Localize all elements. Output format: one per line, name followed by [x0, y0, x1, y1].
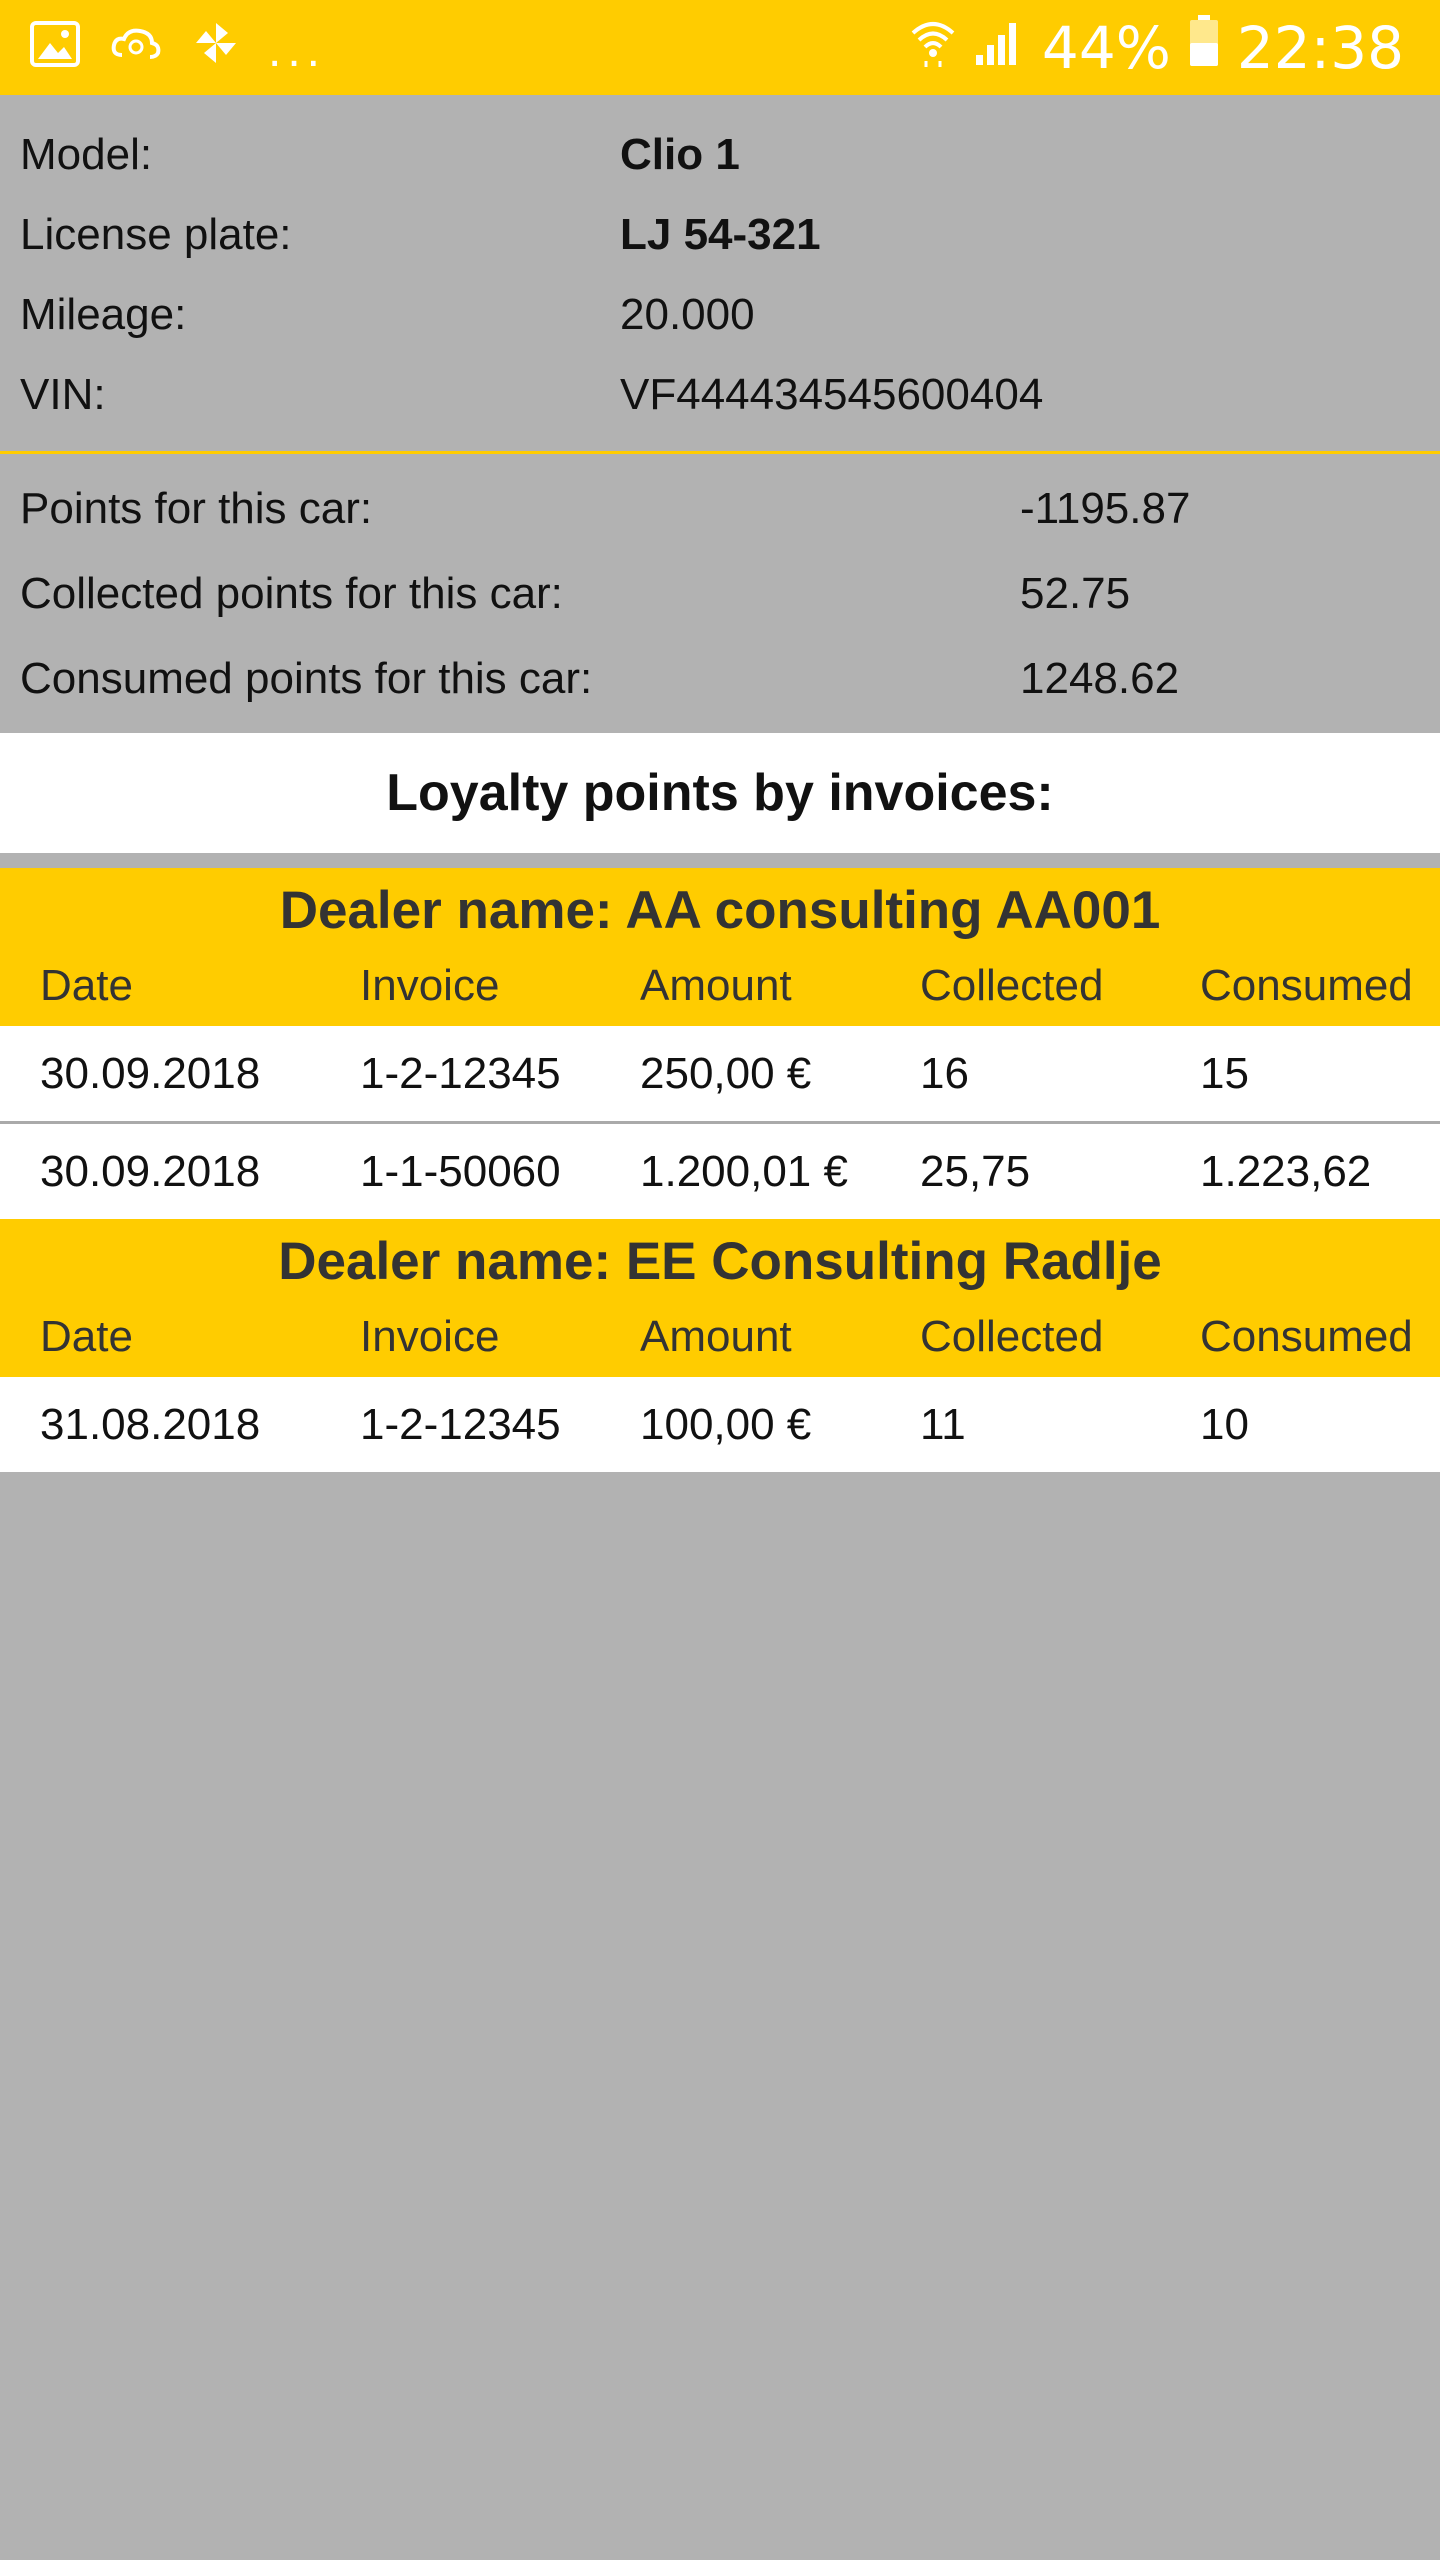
car-info-section: [0, 95, 1440, 445]
pinwheel-icon: [192, 14, 240, 81]
cell-collected: 16: [920, 1048, 969, 1098]
license-plate-row: [20, 195, 1420, 275]
cell-amount: 100,00 €: [640, 1399, 812, 1449]
battery-percentage: 44%: [1041, 13, 1171, 82]
dealer-block: [0, 1219, 1440, 1472]
battery-icon: [1189, 14, 1219, 81]
more-notifications-indicator: ...: [268, 23, 327, 77]
model-row: [20, 115, 1420, 195]
points-consumed-row: [20, 636, 1420, 721]
points-total-value: -1195.87: [1020, 483, 1191, 533]
dealer-name: Dealer name: AA consulting AA001: [279, 881, 1161, 940]
cell-invoice: 1-2-12345: [360, 1048, 561, 1098]
cell-collected: 25,75: [920, 1146, 1031, 1196]
cell-invoice: 1-1-50060: [360, 1146, 561, 1196]
vin-label: VIN:: [20, 370, 106, 419]
column-header-consumed: Consumed: [1200, 1312, 1413, 1361]
mileage-label: Mileage:: [20, 290, 187, 339]
wifi-icon: [910, 14, 956, 81]
column-header-date: Date: [40, 1312, 133, 1361]
points-collected-value: 52.75: [1020, 568, 1131, 618]
cell-amount: 1.200,01 €: [640, 1146, 848, 1196]
vin-value: VF444434545600404: [620, 370, 1044, 419]
cell-date: 31.08.2018: [40, 1399, 261, 1449]
points-consumed-label: Consumed points for this car:: [20, 653, 593, 703]
status-bar-left: [30, 14, 354, 81]
vin-row: [20, 355, 1420, 435]
dealer-header: [0, 868, 1440, 1026]
cell-amount: 250,00 €: [640, 1048, 812, 1098]
dealer-header: [0, 1219, 1440, 1377]
status-bar-right: [892, 14, 1404, 82]
points-collected-label: Collected points for this car:: [20, 568, 563, 618]
points-total-row: [20, 466, 1420, 551]
image-icon: [30, 14, 80, 81]
column-header-collected: Collected: [920, 1312, 1104, 1361]
table-header: [0, 1297, 1440, 1377]
model-label: Model:: [20, 130, 153, 179]
points-consumed-value: 1248.62: [1020, 653, 1180, 703]
cell-collected: 11: [920, 1399, 966, 1449]
license-plate-value: LJ 54-321: [620, 210, 821, 259]
status-bar: [0, 0, 1440, 95]
cell-consumed: 15: [1200, 1048, 1249, 1098]
column-header-amount: Amount: [640, 961, 792, 1010]
mileage-value: 20.000: [620, 290, 755, 339]
dealer-block: [0, 868, 1440, 1219]
model-value: Clio 1: [620, 130, 740, 179]
section-gap: [0, 853, 1440, 868]
invoice-row[interactable]: [0, 1026, 1440, 1121]
signal-icon: [974, 14, 1024, 81]
loyalty-section-title: Loyalty points by invoices:: [0, 733, 1440, 853]
cell-date: 30.09.2018: [40, 1048, 261, 1098]
cloud-sync-icon: [108, 14, 164, 81]
cell-consumed: 10: [1200, 1399, 1249, 1449]
invoice-row[interactable]: [0, 1377, 1440, 1472]
points-summary-section: [0, 454, 1440, 733]
column-header-collected: Collected: [920, 961, 1104, 1010]
column-header-amount: Amount: [640, 1312, 792, 1361]
invoice-row[interactable]: [0, 1121, 1440, 1219]
clock: 22:38: [1236, 13, 1404, 82]
points-collected-row: [20, 551, 1420, 636]
points-total-label: Points for this car:: [20, 483, 373, 533]
cell-consumed: 1.223,62: [1200, 1146, 1372, 1196]
column-header-date: Date: [40, 961, 133, 1010]
license-plate-label: License plate:: [20, 210, 292, 259]
dealer-name: Dealer name: EE Consulting Radlje: [278, 1232, 1162, 1291]
table-header: [0, 946, 1440, 1026]
mileage-row: [20, 275, 1420, 355]
column-header-consumed: Consumed: [1200, 961, 1413, 1010]
column-header-invoice: Invoice: [360, 961, 500, 1010]
column-header-invoice: Invoice: [360, 1312, 500, 1361]
cell-date: 30.09.2018: [40, 1146, 261, 1196]
cell-invoice: 1-2-12345: [360, 1399, 561, 1449]
